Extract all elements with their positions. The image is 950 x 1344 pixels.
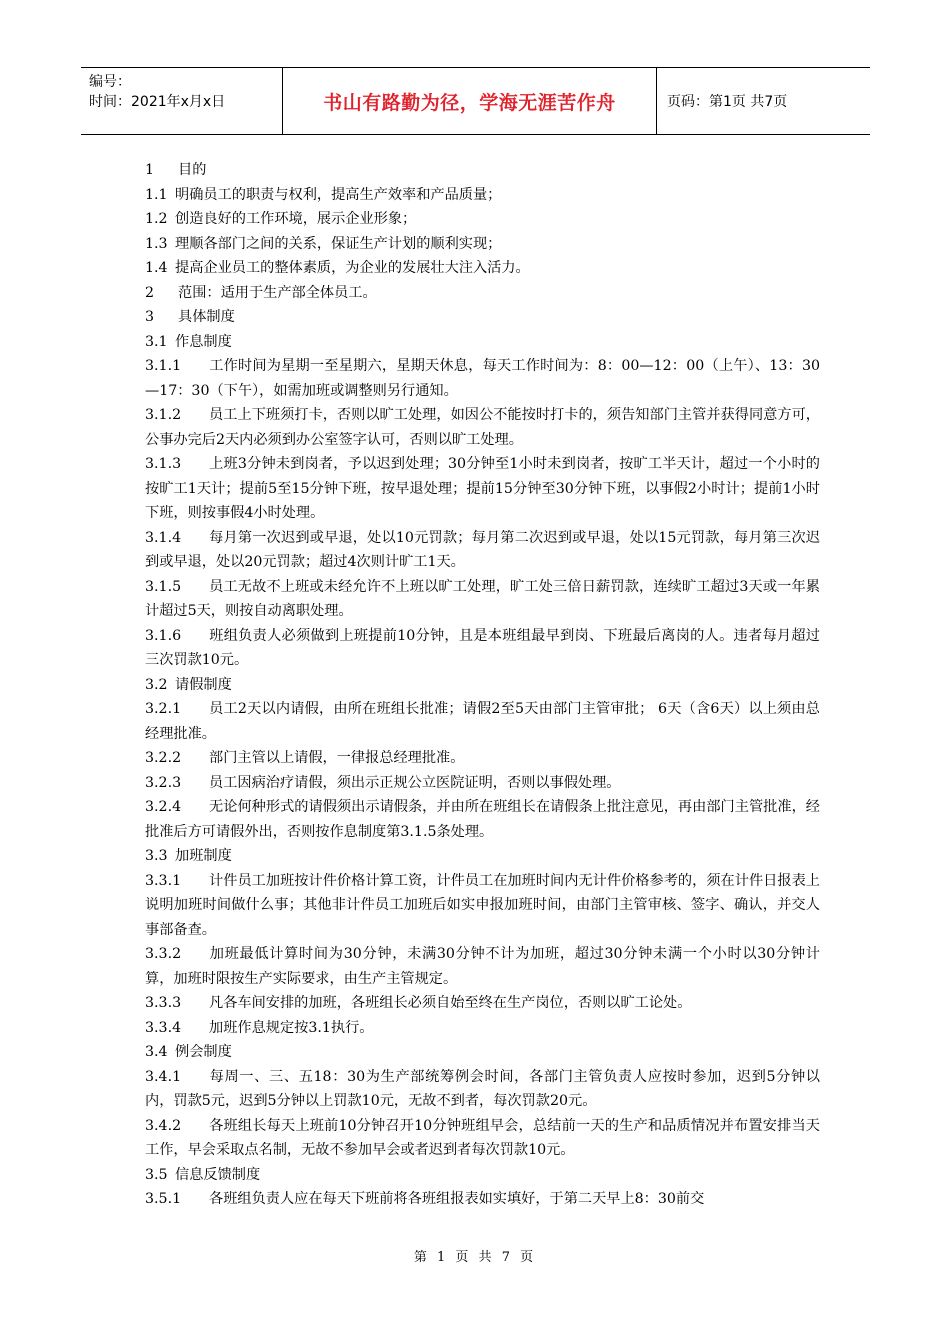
clause-line <box>145 1040 820 1065</box>
clause-line <box>145 697 820 746</box>
clause-text: 员工上下班须打卡，否则以旷工处理，如因公不能按时打卡的，须告知部门主管并获得同意方可，公事办完后2天内必须到办公室签字认可，否则以旷工处理。 <box>145 407 820 448</box>
clause-number: 3.1.2 <box>145 407 182 423</box>
document-number-label: 编号： <box>89 74 131 90</box>
document-date-label: 时间：2021年x月x日 <box>89 94 226 110</box>
clause-line <box>145 403 820 452</box>
clause-text: 员工无故不上班或未经允许不上班以旷工处理，旷工处三倍日薪罚款，连续旷工超过3天或一年累计超过5天，则按自动离职处理。 <box>145 578 820 619</box>
page-footer: 第 1 页 共 7 页 <box>413 1250 537 1265</box>
clause-text: 各班组负责人应在每天下班前将各班组报表如实填好，于第二天早上8：30前交 <box>209 1191 705 1207</box>
clause-number: 3.4.2 <box>145 1117 182 1134</box>
clause-line <box>145 624 820 673</box>
clause-line <box>145 256 820 281</box>
clause-line <box>145 869 820 943</box>
clause-number: 3.5 <box>145 1166 168 1183</box>
clause-text: 每月第一次迟到或早退，处以10元罚款；每月第二次迟到或早退，处以15元罚款，每月第三次迟到或早退，处以20元罚款；超过4次则计旷工1天。 <box>145 529 820 570</box>
clause-number: 3.2 <box>145 676 168 693</box>
clause-text: 加班最低计算时间为30分钟，未满30分钟不计为加班，超过30分钟未满一个小时以30分钟计算，加班时限按生产实际要求，由生产主管规定。 <box>145 946 820 987</box>
clause-number: 3.2.3 <box>145 774 182 791</box>
clause-line <box>145 1163 820 1188</box>
header-meta <box>81 68 283 134</box>
clause-text: 信息反馈制度 <box>175 1166 261 1183</box>
clause-number: 3.3.1 <box>145 872 182 889</box>
clause-line <box>145 526 820 575</box>
clause-number: 2 <box>145 284 155 301</box>
clause-number: 3.3.3 <box>145 995 182 1011</box>
clause-line <box>145 1114 820 1163</box>
clause-line <box>145 575 820 624</box>
clause-line <box>145 183 820 208</box>
clause-line <box>145 305 820 330</box>
clause-text: 请假制度 <box>175 676 232 693</box>
clause-number: 3.1.3 <box>145 456 182 472</box>
clause-line <box>145 673 820 698</box>
clause-text: 部门主管以上请假，一律报总经理批准。 <box>209 750 465 766</box>
clause-number: 3.2.2 <box>145 750 182 766</box>
page-header <box>81 67 870 135</box>
clause-line <box>145 1016 820 1041</box>
clause-text: 加班作息规定按3.1执行。 <box>209 1019 374 1036</box>
clause-text: 每周一、三、五18：30为生产部统筹例会时间，各部门主管负责人应按时参加，迟到5分钟以内，罚款5元，迟到5分钟以上罚款10元，无故不到者，每次罚款20元。 <box>145 1068 820 1109</box>
clause-line <box>145 232 820 257</box>
clause-number: 3.2.1 <box>145 701 182 717</box>
clause-number: 3.5.1 <box>145 1191 182 1207</box>
clause-number: 3 <box>145 309 155 325</box>
clause-number: 1.2 <box>145 211 168 227</box>
clause-line <box>145 942 820 991</box>
clause-text: 范围：适用于生产部全体员工。 <box>178 284 377 301</box>
clause-line <box>145 158 820 183</box>
clause-text: 员工2天以内请假，由所在班组长批准；请假2至5天由部门主管审批； 6天（含6天）以上须由总经理批准。 <box>145 701 820 742</box>
document-body <box>145 158 820 1212</box>
clause-text: 凡各车间安排的加班，各班组长必须自始至终在生产岗位，否则以旷工论处。 <box>209 995 692 1011</box>
clause-number: 3.1.4 <box>145 529 182 546</box>
clause-number: 3.2.4 <box>145 799 182 815</box>
clause-number: 3.3.2 <box>145 946 182 962</box>
clause-line <box>145 991 820 1016</box>
clause-text: 明确员工的职责与权利，提高生产效率和产品质量； <box>175 186 502 203</box>
clause-line <box>145 207 820 232</box>
clause-text: 加班制度 <box>175 848 232 864</box>
clause-text: 工作时间为星期一至星期六，星期天休息，每天工作时间为：8：00—12：00（上午）、13：30—17：30（下午），如需加班或调整则另行通知。 <box>145 358 820 399</box>
clause-line <box>145 1187 820 1212</box>
clause-number: 3.1.5 <box>145 578 182 595</box>
clause-line <box>145 330 820 355</box>
clause-line <box>145 281 820 306</box>
clause-line <box>145 771 820 796</box>
clause-number: 3.1.6 <box>145 627 182 644</box>
clause-text: 目的 <box>178 162 207 178</box>
clause-line <box>145 746 820 771</box>
clause-text: 具体制度 <box>178 309 235 325</box>
clause-line <box>145 795 820 844</box>
clause-line <box>145 844 820 869</box>
clause-text: 例会制度 <box>175 1044 232 1060</box>
clause-line <box>145 1065 820 1114</box>
clause-text: 计件员工加班按计件价格计算工资，计件员工在加班时间内无计件价格参考的，须在计件日报表上说明加班时间做什么事；其他非计件员工加班后如实申报加班时间，由部门主管审核、签字、确认，并交人事部备查。 <box>145 872 820 938</box>
clause-number: 1 <box>145 162 155 178</box>
clause-number: 1.1 <box>145 186 168 203</box>
header-motto: 书山有路勤为径，学海无涯苦作舟 <box>283 68 657 134</box>
clause-text: 作息制度 <box>175 333 232 350</box>
clause-text: 理顺各部门之间的关系，保证生产计划的顺利实现； <box>175 235 502 252</box>
header-page-number: 页码：第1页 共7页 <box>667 94 788 110</box>
clause-number: 3.1.1 <box>145 358 182 374</box>
clause-text: 无论何种形式的请假须出示请假条，并由所在班组长在请假条上批注意见，再由部门主管批准，经批准后方可请假外出，否则按作息制度第3.1.5条处理。 <box>145 799 820 840</box>
clause-text: 各班组长每天上班前10分钟召开10分钟班组早会，总结前一天的生产和品质情况并布置安排当天工作，早会采取点名制，无故不参加早会或者迟到者每次罚款10元。 <box>145 1117 820 1158</box>
clause-number: 3.4.1 <box>145 1068 182 1085</box>
clause-text: 创造良好的工作环境，展示企业形象； <box>175 211 417 227</box>
clause-number: 3.3 <box>145 848 168 864</box>
clause-text: 员工因病治疗请假，须出示正规公立医院证明，否则以事假处理。 <box>209 774 621 791</box>
clause-line <box>145 354 820 403</box>
clause-text: 提高企业员工的整体素质，为企业的发展壮大注入活力。 <box>175 260 530 276</box>
clause-number: 1.3 <box>145 235 168 252</box>
clause-number: 3.3.4 <box>145 1019 182 1036</box>
clause-number: 3.1 <box>145 333 168 350</box>
clause-line <box>145 452 820 526</box>
clause-text: 班组负责人必须做到上班提前10分钟，且是本班组最早到岗、下班最后离岗的人。违者每月超过三次罚款10元。 <box>145 627 820 668</box>
clause-text: 上班3分钟未到岗者，予以迟到处理；30分钟至1小时未到岗者，按旷工半天计，超过一个小时的按旷工1天计；提前5至15分钟下班，按早退处理；提前15分钟至30分钟下班，以事假2小时计；提前1小时下班，则按事假4小时处理。 <box>145 456 820 521</box>
clause-number: 1.4 <box>145 260 168 276</box>
clause-number: 3.4 <box>145 1044 168 1060</box>
